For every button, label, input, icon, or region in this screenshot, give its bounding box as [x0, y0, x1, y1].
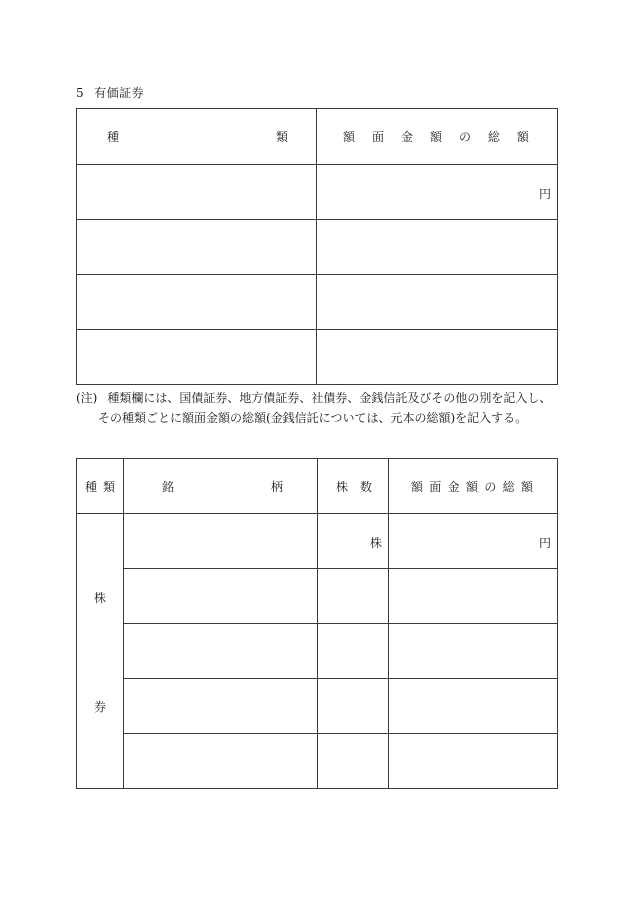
kind-label-1: 株	[93, 591, 106, 605]
table-row	[77, 624, 558, 679]
header-total-face-value: 額 面 金 額 の 総 額	[317, 109, 558, 165]
yen-unit: 円	[538, 187, 551, 201]
table-row	[77, 165, 558, 220]
total-cell[interactable]	[389, 734, 558, 789]
table-header-row	[77, 459, 558, 514]
header-kind: 種 類	[77, 109, 317, 165]
table-row	[77, 330, 558, 385]
kind-cell[interactable]	[77, 165, 317, 220]
note-label: (注)	[76, 391, 98, 405]
shares-cell[interactable]	[318, 624, 389, 679]
brand-cell[interactable]	[124, 514, 318, 569]
table-row	[77, 275, 558, 330]
section-number: 5	[76, 86, 85, 100]
header-brand: 銘 柄	[124, 459, 318, 514]
kind-cell[interactable]	[77, 275, 317, 330]
yen-unit: 円	[538, 536, 551, 550]
table-row	[77, 734, 558, 789]
note	[76, 388, 566, 428]
note-line-2: その種類ごとに額面金額の総額(金銭信託については、元本の総額)を記入する。	[98, 411, 528, 425]
total-cell[interactable]	[317, 165, 558, 220]
table-header-row	[77, 109, 558, 165]
table-row	[77, 514, 558, 569]
total-cell[interactable]	[389, 679, 558, 734]
header-total-face-value: 額 面 金 額 の 総 額	[389, 459, 558, 514]
shares-cell[interactable]	[318, 514, 389, 569]
total-cell[interactable]	[317, 330, 558, 385]
securities-table	[76, 108, 558, 385]
total-cell[interactable]	[317, 220, 558, 275]
brand-cell[interactable]	[124, 734, 318, 789]
kind-cell[interactable]	[77, 330, 317, 385]
table-row	[77, 679, 558, 734]
section-heading: 有価証券	[94, 86, 145, 100]
note-line-1: 種類欄には、国債証券、地方債証券、社債券、金銭信託及びその他の別を記入し、	[107, 391, 552, 405]
stock-table	[76, 458, 558, 789]
header-shares: 株 数	[318, 459, 389, 514]
header-kind: 種 類	[77, 459, 124, 514]
brand-cell[interactable]	[124, 569, 318, 624]
kind-cell[interactable]	[77, 220, 317, 275]
total-cell[interactable]	[317, 275, 558, 330]
table-row	[77, 569, 558, 624]
brand-cell[interactable]	[124, 679, 318, 734]
total-cell[interactable]	[389, 624, 558, 679]
brand-cell[interactable]	[124, 624, 318, 679]
shares-cell[interactable]	[318, 679, 389, 734]
total-cell[interactable]	[389, 514, 558, 569]
kind-stock-cell	[77, 514, 124, 789]
total-cell[interactable]	[389, 569, 558, 624]
shares-unit: 株	[369, 536, 382, 550]
section-title	[76, 84, 144, 101]
shares-cell[interactable]	[318, 569, 389, 624]
table-row	[77, 220, 558, 275]
kind-label-2: 券	[93, 700, 106, 714]
shares-cell[interactable]	[318, 734, 389, 789]
